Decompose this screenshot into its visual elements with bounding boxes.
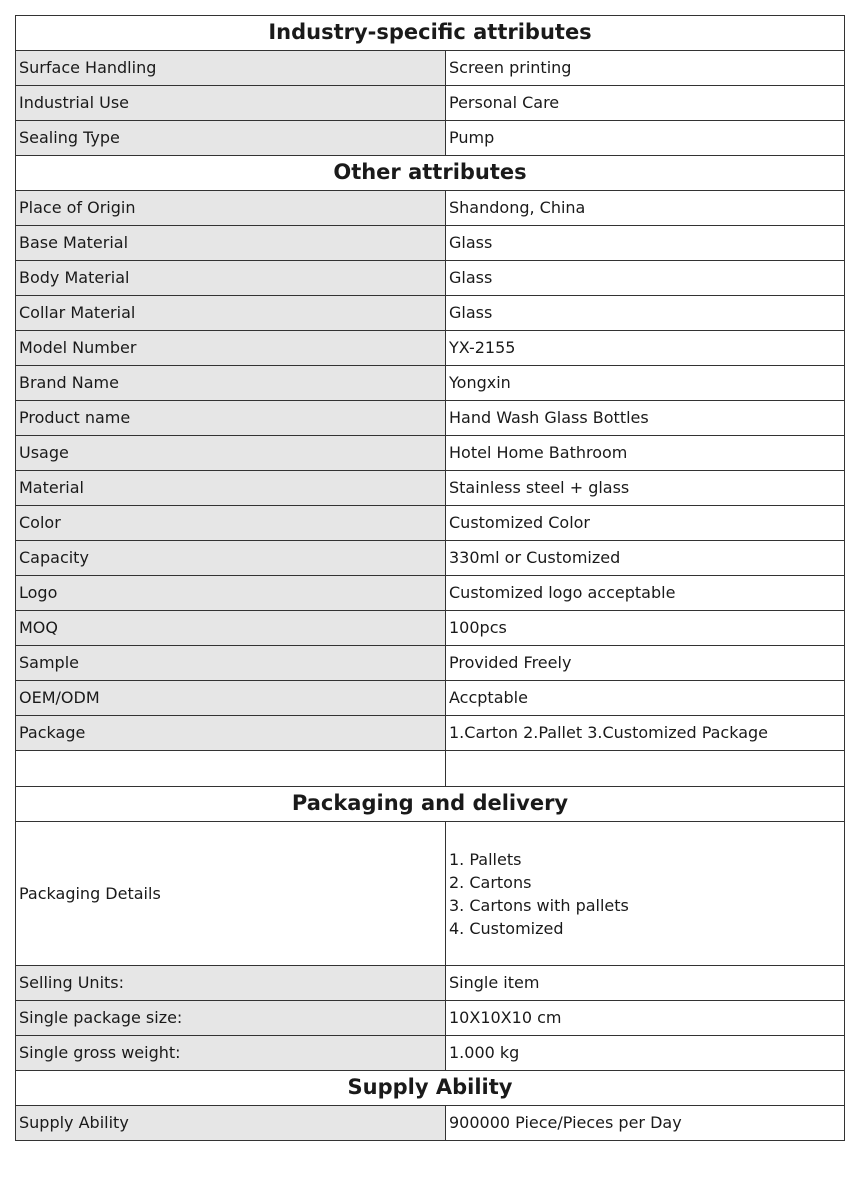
row-label: Usage <box>16 436 446 471</box>
row-label: Logo <box>16 576 446 611</box>
table-row <box>16 121 845 156</box>
row-label: Selling Units: <box>16 966 446 1001</box>
empty-row <box>16 751 845 787</box>
row-label: Single gross weight: <box>16 1036 446 1071</box>
row-value: Customized Color <box>446 506 845 541</box>
row-label: Industrial Use <box>16 86 446 121</box>
row-value: YX-2155 <box>446 331 845 366</box>
table-row <box>16 331 845 366</box>
table-row <box>16 226 845 261</box>
section-title-supply: Supply Ability <box>16 1071 845 1106</box>
table-row <box>16 191 845 226</box>
row-value: 1.Carton 2.Pallet 3.Customized Package <box>446 716 845 751</box>
table-row <box>16 1036 845 1071</box>
row-value: Glass <box>446 296 845 331</box>
row-value: Personal Care <box>446 86 845 121</box>
table-row <box>16 506 845 541</box>
packaging-details-row <box>16 822 845 966</box>
section-header-row <box>16 1071 845 1106</box>
packaging-details-list <box>449 848 844 940</box>
table-row <box>16 576 845 611</box>
packaging-details-value <box>446 822 845 966</box>
section-header-row <box>16 16 845 51</box>
row-value: Customized logo acceptable <box>446 576 845 611</box>
table-row <box>16 611 845 646</box>
section-header-row <box>16 787 845 822</box>
list-item: 2. Cartons <box>449 872 532 892</box>
row-value: 100pcs <box>446 611 845 646</box>
row-label: Collar Material <box>16 296 446 331</box>
row-label: Package <box>16 716 446 751</box>
row-value: Accptable <box>446 681 845 716</box>
row-label: MOQ <box>16 611 446 646</box>
row-label: OEM/ODM <box>16 681 446 716</box>
empty-cell <box>16 751 446 787</box>
list-item: 4. Customized <box>449 918 564 938</box>
table-row <box>16 296 845 331</box>
section-title-industry: Industry-specific attributes <box>16 16 845 51</box>
empty-cell <box>446 751 845 787</box>
table-row <box>16 51 845 86</box>
row-value: 1.000 kg <box>446 1036 845 1071</box>
row-label: Brand Name <box>16 366 446 401</box>
table-row <box>16 646 845 681</box>
packaging-details-label: Packaging Details <box>16 822 446 966</box>
table-row <box>16 366 845 401</box>
row-value: Stainless steel + glass <box>446 471 845 506</box>
row-label: Base Material <box>16 226 446 261</box>
section-title-other: Other attributes <box>16 156 845 191</box>
table-row <box>16 1106 845 1141</box>
row-label: Product name <box>16 401 446 436</box>
table-row <box>16 261 845 296</box>
row-value: Glass <box>446 226 845 261</box>
row-label: Material <box>16 471 446 506</box>
row-value: 900000 Piece/Pieces per Day <box>446 1106 845 1141</box>
section-title-packaging: Packaging and delivery <box>16 787 845 822</box>
section-header-row <box>16 156 845 191</box>
table-row <box>16 401 845 436</box>
row-value: Hotel Home Bathroom <box>446 436 845 471</box>
row-value: Shandong, China <box>446 191 845 226</box>
list-item: 1. Pallets <box>449 849 522 869</box>
row-label: Capacity <box>16 541 446 576</box>
table-row <box>16 716 845 751</box>
table-row <box>16 471 845 506</box>
row-value: 330ml or Customized <box>446 541 845 576</box>
row-label: Sealing Type <box>16 121 446 156</box>
row-value: Glass <box>446 261 845 296</box>
row-value: Single item <box>446 966 845 1001</box>
list-item: 3. Cartons with pallets <box>449 895 629 915</box>
table-row <box>16 1001 845 1036</box>
row-label: Body Material <box>16 261 446 296</box>
table-row <box>16 436 845 471</box>
row-value: Hand Wash Glass Bottles <box>446 401 845 436</box>
row-value: Pump <box>446 121 845 156</box>
attributes-table <box>15 15 845 1141</box>
row-label: Single package size: <box>16 1001 446 1036</box>
table-row <box>16 681 845 716</box>
row-label: Color <box>16 506 446 541</box>
row-label: Sample <box>16 646 446 681</box>
row-value: Provided Freely <box>446 646 845 681</box>
row-value: Yongxin <box>446 366 845 401</box>
table-row <box>16 541 845 576</box>
row-label: Place of Origin <box>16 191 446 226</box>
row-value: Screen printing <box>446 51 845 86</box>
row-label: Model Number <box>16 331 446 366</box>
row-value: 10X10X10 cm <box>446 1001 845 1036</box>
row-label: Surface Handling <box>16 51 446 86</box>
table-row <box>16 966 845 1001</box>
table-row <box>16 86 845 121</box>
row-label: Supply Ability <box>16 1106 446 1141</box>
